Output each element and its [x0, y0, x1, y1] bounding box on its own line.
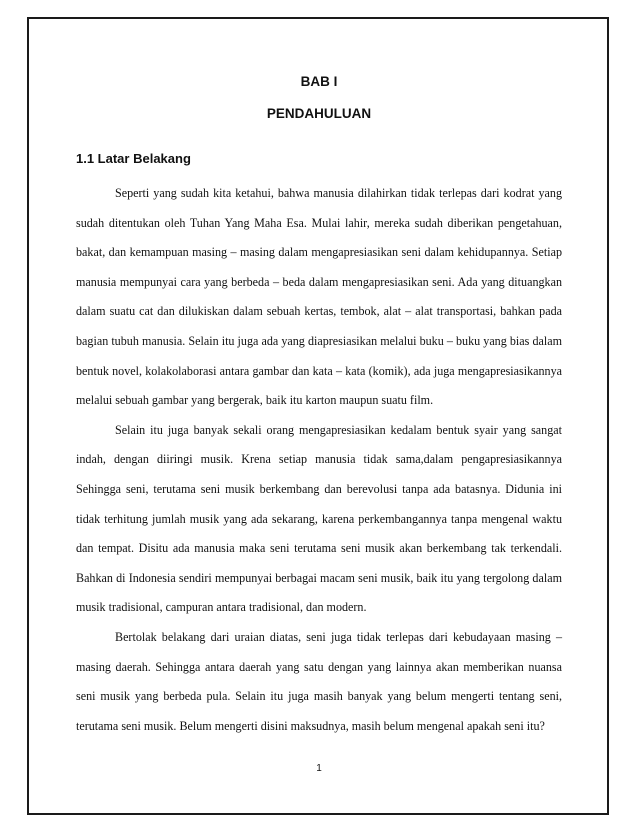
- chapter-title: PENDAHULUAN: [266, 106, 372, 121]
- body-text: [76, 179, 562, 741]
- paragraph-3: Bertolak belakang dari uraian diatas, seni juga tidak terlepas dari kebudayaan masing – masing daerah. Sehingga antara daerah yang satu dengan yang lainnya akan memberikan nuansa seni musik yang berbeda pula. Selain itu juga masih banyak yang belum mengerti tentang seni, terutama seni musik. Belum mengerti disini maksudnya, masih belum mengenal apakah seni itu?: [76, 629, 562, 733]
- chapter-label: BAB I: [300, 74, 338, 89]
- paragraph-2: Selain itu juga banyak sekali orang mengapresiasikan kedalam bentuk syair yang sangat indah, dengan diiringi musik. Krena setiap manusia tidak sama,dalam pengapresiasikannya Sehingga seni, terutama seni musik berkembang dan berevolusi tanpa ada batasnya. Didunia ini tidak terhitung jumlah musik yang ada sekarang, karena perkembangannya tanpa mengenal waktu dan tempat. Disitu ada manusia maka seni terutama seni musik akan berkembang tak terkendali. Bahkan di Indonesia sendiri mempunyai berbagai macam seni musik, baik itu yang tergolong dalam musik tradisional, campuran antara tradisional, dan modern.: [76, 422, 562, 615]
- section-heading: 1.1 Latar Belakang: [76, 151, 191, 166]
- page-number: 1: [316, 763, 322, 774]
- paragraph-1: Seperti yang sudah kita ketahui, bahwa manusia dilahirkan tidak terlepas dari kodrat yang sudah ditentukan oleh Tuhan Yang Maha Esa. Mulai lahir, mereka sudah diberikan pengetahuan, bakat, dan kemampuan masing – masing dalam mengapresiasikan seni dalam kehidupannya. Setiap manusia mempunyai cara yang berbeda – beda dalam mengapresiasikan seni. Ada yang dituangkan dalam suatu cat dan dilukiskan dalam sebuah kertas, tembok, alat – alat transportasi, bahkan pada bagian tubuh manusia. Selain itu juga ada yang diapresiasikan melalui buku – buku yang bias dalam bentuk novel, kolakolaborasi antara gambar dan kata – kata (komik), ada juga mengapresiasikannya melalui sebuah gambar yang bergerak, baik itu karton maupun suatu film.: [76, 186, 562, 408]
